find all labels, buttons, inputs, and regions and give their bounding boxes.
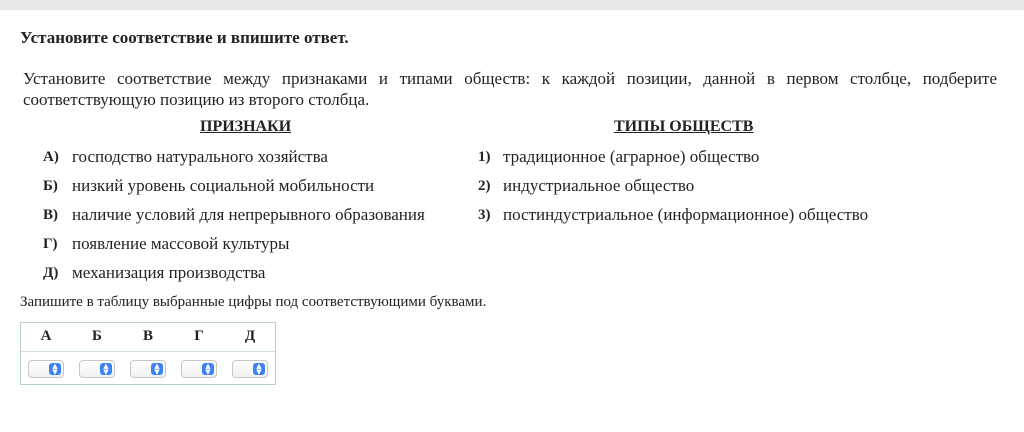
- answer-table: [20, 322, 276, 385]
- task-title: Установите соответствие и впишите ответ.: [20, 28, 349, 47]
- type-text: индустриальное общество: [503, 176, 695, 195]
- type-mark: 2): [478, 178, 491, 194]
- type-text: традиционное (аграрное) общество: [503, 147, 760, 166]
- feature-mark: Д): [43, 265, 59, 281]
- chevron-up-down-icon: ▲ ▼: [253, 363, 265, 375]
- chevron-up-down-icon: ▲ ▼: [100, 363, 112, 375]
- question-text: Установите соответствие между признаками и типами обществ: к каждой позиции, данной в первом столбце, подберите соответствующую позицию из второго столбца.: [23, 69, 997, 109]
- chevron-up-down-icon: ▲ ▼: [202, 363, 214, 375]
- answer-header-v: В: [142, 328, 153, 344]
- type-mark: 1): [478, 149, 491, 165]
- feature-mark: А): [43, 149, 59, 165]
- features-column-header: ПРИЗНАКИ: [200, 118, 292, 135]
- feature-mark: В): [43, 207, 58, 223]
- answer-table-header-row: [21, 323, 275, 352]
- types-column-header: ТИПЫ ОБЩЕСТВ: [614, 118, 754, 135]
- answer-header-d: Д: [244, 328, 256, 344]
- answer-select-a[interactable]: [28, 360, 64, 378]
- answer-select-b[interactable]: [79, 360, 115, 378]
- instruction-text: Запишите в таблицу выбранные цифры под соответствующими буквами.: [20, 294, 487, 310]
- feature-text: появление массовой культуры: [72, 234, 290, 253]
- feature-text: механизация производства: [72, 263, 266, 282]
- feature-text: господство натурального хозяйства: [72, 147, 328, 166]
- chevron-up-down-icon: ▲ ▼: [49, 363, 61, 375]
- feature-mark: Г): [43, 236, 58, 252]
- answer-select-g[interactable]: [181, 360, 217, 378]
- chevron-up-down-icon: ▲ ▼: [151, 363, 163, 375]
- answer-header-g: Г: [194, 328, 204, 344]
- feature-text: наличие условий для непрерывного образования: [72, 205, 425, 224]
- answer-select-v[interactable]: [130, 360, 166, 378]
- type-mark: 3): [478, 207, 491, 223]
- feature-text: низкий уровень социальной мобильности: [72, 176, 375, 195]
- type-text: постиндустриальное (информационное) общество: [503, 205, 869, 224]
- answer-header-a: А: [40, 328, 52, 344]
- feature-mark: Б): [43, 178, 58, 194]
- top-bar: [0, 0, 1024, 10]
- answer-header-b: Б: [92, 328, 102, 344]
- answer-select-d[interactable]: [232, 360, 268, 378]
